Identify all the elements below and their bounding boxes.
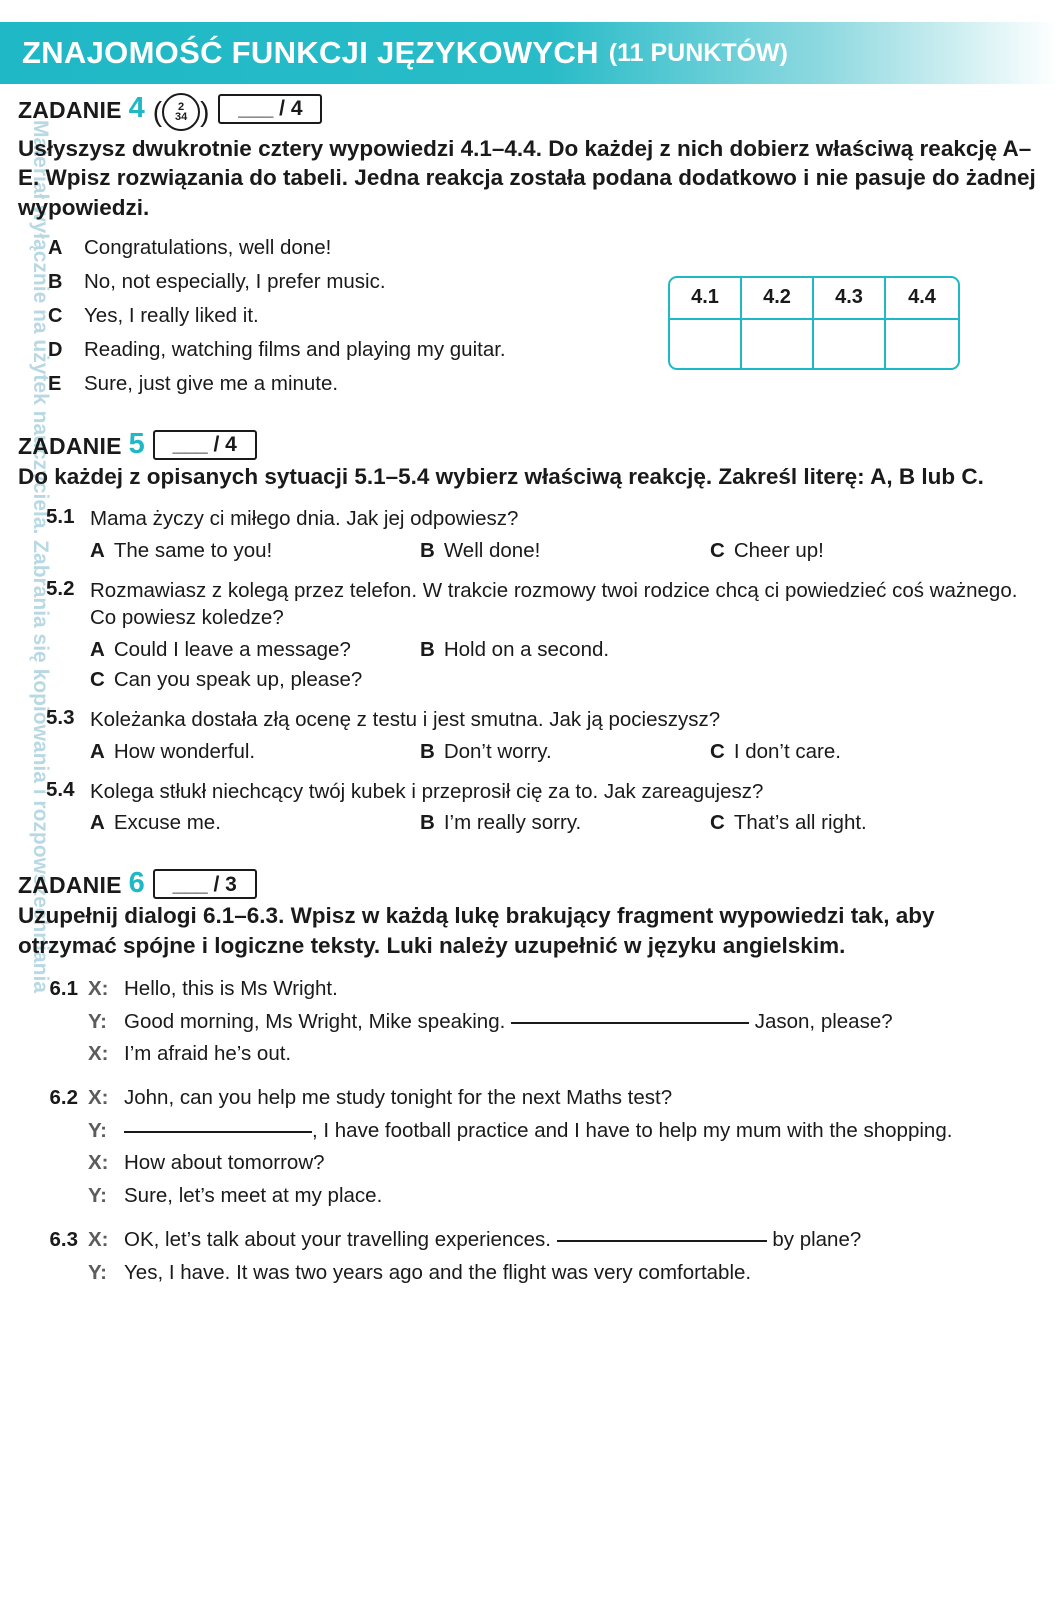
dialogue-text: I’m afraid he’s out.: [124, 1042, 292, 1066]
dialogue-number: 6.2: [49, 1086, 78, 1110]
question-text: Kolega stłukł niechcący twój kubek i przeprosił cię za to. Jak zareagujesz?: [90, 779, 764, 803]
answer-cell[interactable]: [742, 320, 814, 368]
choice-letter: C: [710, 538, 725, 562]
dialogue-text: Yes, I have. It was two years ago and the flight was very comfortable.: [124, 1260, 752, 1284]
speaker-label: X:: [88, 1151, 109, 1175]
choice-letter: C: [710, 739, 725, 763]
task-5-score-box[interactable]: ___ / 4: [153, 430, 257, 460]
option-letter: D: [48, 338, 63, 361]
answer-blank[interactable]: [124, 1130, 312, 1133]
section-header-band: [0, 22, 1058, 84]
choice-text: Cheer up!: [733, 538, 824, 562]
list-item[interactable]: [48, 236, 1038, 260]
question-5-3: [46, 706, 1038, 764]
dialogue-text: Sure, let’s meet at my place.: [124, 1184, 383, 1208]
question-number: 5.1: [46, 505, 75, 528]
dialogue-line: [40, 1039, 1038, 1069]
choice-row: [90, 638, 1038, 662]
dialogue-6-2: [40, 1083, 1038, 1211]
answer-blank[interactable]: [557, 1239, 767, 1242]
task-6-label: ZADANIE: [18, 872, 122, 899]
speaker-label: Y:: [88, 1009, 107, 1033]
task-6-header: [18, 867, 1038, 960]
choice-option[interactable]: [90, 811, 420, 835]
worksheet-content: [0, 92, 1058, 1290]
table-row: [670, 320, 958, 368]
choice-option[interactable]: [420, 811, 710, 835]
choice-text: Hold on a second.: [443, 638, 610, 662]
task-4-number: 4: [128, 92, 145, 124]
choice-text: Can you speak up, please?: [113, 668, 363, 692]
table-header-cell: 4.3: [814, 278, 886, 320]
task-6-number: 6: [128, 867, 145, 900]
task-4-answer-table: [668, 276, 960, 370]
option-text: Sure, just give me a minute.: [84, 371, 339, 395]
choice-letter: A: [90, 538, 105, 562]
question-line: [46, 577, 1038, 632]
choice-text: That’s all right.: [733, 811, 867, 835]
dialogue-line: [40, 1225, 1038, 1255]
page-title: ZNAJOMOŚĆ FUNKCJI JĘZYKOWYCH: [22, 35, 599, 70]
choice-text: How wonderful.: [113, 739, 256, 763]
dialogue-line: [40, 1116, 1038, 1146]
task-6-score-box[interactable]: ___ / 3: [153, 869, 257, 899]
task-4-label: ZADANIE: [18, 97, 122, 123]
question-5-2: [46, 577, 1038, 692]
choice-row: [90, 811, 1038, 835]
question-5-4: [46, 778, 1038, 836]
choice-text: Well done!: [443, 538, 541, 562]
cd-bracket-right: ): [200, 96, 210, 127]
speaker-label: Y:: [88, 1260, 107, 1284]
task-4-header: [18, 92, 1038, 222]
dialogue-text: [124, 1116, 1038, 1146]
speaker-label: X:: [88, 1042, 109, 1066]
question-5-1: [46, 505, 1038, 563]
table-header-cell: 4.4: [886, 278, 958, 320]
choice-letter: B: [420, 739, 435, 763]
choice-letter: B: [420, 811, 435, 835]
question-line: [46, 505, 1038, 533]
choice-option[interactable]: [90, 638, 420, 662]
dialogue-line: [40, 1258, 1038, 1288]
option-text: Reading, watching films and playing my guitar.: [84, 337, 506, 361]
choice-letter: B: [420, 638, 435, 662]
choice-option[interactable]: [90, 539, 420, 563]
header-points: (11 PUNKTÓW): [608, 38, 788, 67]
table-header-cell: 4.1: [670, 278, 742, 320]
choice-text: Don’t worry.: [443, 739, 552, 763]
table-header-cell: 4.2: [742, 278, 814, 320]
task-5: [18, 427, 1038, 836]
speaker-label: X:: [88, 1086, 109, 1110]
choice-letter: C: [710, 811, 725, 835]
choice-letter: B: [420, 538, 435, 562]
choice-option[interactable]: [420, 539, 710, 563]
table-row: [670, 278, 958, 320]
audio-cd-icon: [153, 93, 210, 131]
task-5-header: [18, 427, 1038, 491]
dialogue-line: [40, 1181, 1038, 1211]
dialogue-text-before: Good morning, Ms Wright, Mike speaking.: [124, 1009, 506, 1033]
dialogue-6-1: [40, 974, 1038, 1069]
dialogue-number: 6.1: [49, 976, 78, 1000]
speaker-label: Y:: [88, 1184, 107, 1208]
dialogue-number: 6.3: [49, 1227, 78, 1251]
dialogue-text-after: by plane?: [772, 1227, 862, 1251]
choice-letter: C: [90, 668, 105, 692]
choice-letter: A: [90, 739, 105, 763]
question-text: Mama życzy ci miłego dnia. Jak jej odpowiesz?: [90, 507, 519, 530]
question-line: [46, 778, 1038, 806]
dialogue-text: [124, 1007, 1038, 1037]
dialogue-text-after: Jason, please?: [754, 1009, 893, 1033]
dialogue-text: John, can you help me study tonight for the next Maths test?: [124, 1086, 673, 1110]
question-number: 5.4: [46, 777, 75, 801]
option-letter: A: [48, 236, 63, 259]
option-text: No, not especially, I prefer music.: [84, 269, 386, 293]
answer-blank[interactable]: [511, 1021, 749, 1024]
cd-track-top: 2: [178, 100, 185, 113]
dialogue-text: [124, 1225, 1038, 1255]
task-6-instruction: Uzupełnij dialogi 6.1–6.3. Wpisz w każdą lukę brakujący fragment wypowiedzi tak, aby otrzymać spójne i logiczne teksty. Luki należy uzupełnić w języku angielskim.: [18, 903, 935, 958]
choice-text: Excuse me.: [113, 811, 221, 835]
answer-cell[interactable]: [886, 320, 958, 368]
cd-bracket-left: (: [152, 96, 163, 127]
choice-option[interactable]: [90, 740, 420, 764]
question-number: 5.3: [46, 706, 75, 730]
choice-option[interactable]: [710, 740, 841, 764]
task-4-body: [18, 236, 1038, 396]
speaker-label: X:: [88, 1227, 109, 1251]
choice-option[interactable]: [90, 668, 362, 692]
task-5-label: ZADANIE: [18, 432, 122, 459]
dialogue-text: Hello, this is Ms Wright.: [124, 976, 338, 1000]
option-letter: B: [48, 270, 63, 293]
dialogue-line: [40, 974, 1038, 1004]
cd-disc: [162, 93, 200, 131]
task-4-instruction: Usłyszysz dwukrotnie cztery wypowiedzi 4.1–4.4. Do każdej z nich dobierz właściwą reakcję A–E. Wpisz rozwiązania do tabeli. Jedna reakcja została podana dodatkowo i nie pasuje do żadnej wypowiedzi.: [18, 136, 1036, 220]
choice-option[interactable]: [420, 638, 710, 662]
choice-text: Could I leave a message?: [113, 638, 351, 662]
choice-letter: A: [90, 811, 105, 835]
option-letter: C: [48, 304, 63, 327]
dialogue-line: [40, 1148, 1038, 1178]
choice-option[interactable]: [420, 740, 710, 764]
answer-cell[interactable]: [670, 320, 742, 368]
choice-text: I don’t care.: [733, 739, 841, 763]
task-5-instruction: Do każdej z opisanych sytuacji 5.1–5.4 wybierz właściwą reakcję. Zakreśl literę: A, B lub C.: [18, 463, 984, 489]
question-text: Koleżanka dostała złą ocenę z testu i jest smutna. Jak ją pocieszysz?: [90, 708, 721, 732]
choice-option[interactable]: [710, 539, 824, 563]
dialogue-text-after: , I have football practice and I have to help my mum with the shopping.: [312, 1118, 953, 1142]
choice-text: The same to you!: [113, 538, 273, 562]
dialogue-line: [40, 1007, 1038, 1037]
speaker-label: Y:: [88, 1118, 107, 1142]
choice-option[interactable]: [710, 811, 867, 835]
choice-row: [90, 668, 1038, 692]
question-line: [46, 706, 1038, 734]
choice-row: [90, 740, 1038, 764]
option-text: Yes, I really liked it.: [84, 303, 259, 327]
task-5-number: 5: [128, 427, 145, 460]
dialogue-text-before: OK, let’s talk about your travelling experiences.: [124, 1227, 551, 1251]
choice-row: [90, 539, 1038, 563]
copyright-side-note: Materiał wyłącznie na użytek nauczyciela. Zabrania się kopiowania i rozpowszechniania: [29, 120, 52, 993]
choice-letter: A: [90, 638, 105, 662]
dialogue-6-3: [40, 1225, 1038, 1287]
option-text: Congratulations, well done!: [84, 235, 332, 259]
question-number: 5.2: [46, 576, 75, 600]
dialogue-text: How about tomorrow?: [124, 1151, 325, 1175]
task-6: [18, 867, 1038, 1287]
dialogue-line: [40, 1083, 1038, 1113]
list-item[interactable]: [48, 372, 1038, 396]
speaker-label: X:: [88, 976, 109, 1000]
question-text: Rozmawiasz z kolegą przez telefon. W trakcie rozmowy twoi rodzice chcą ci powiedzieć coś ważnego. Co powiesz koledze?: [90, 578, 1018, 630]
cd-track-bottom: 34: [174, 111, 188, 123]
answer-cell[interactable]: [814, 320, 886, 368]
choice-text: I’m really sorry.: [443, 811, 582, 835]
option-letter: E: [48, 372, 62, 395]
task-4-score-box[interactable]: ___ / 4: [218, 94, 322, 124]
